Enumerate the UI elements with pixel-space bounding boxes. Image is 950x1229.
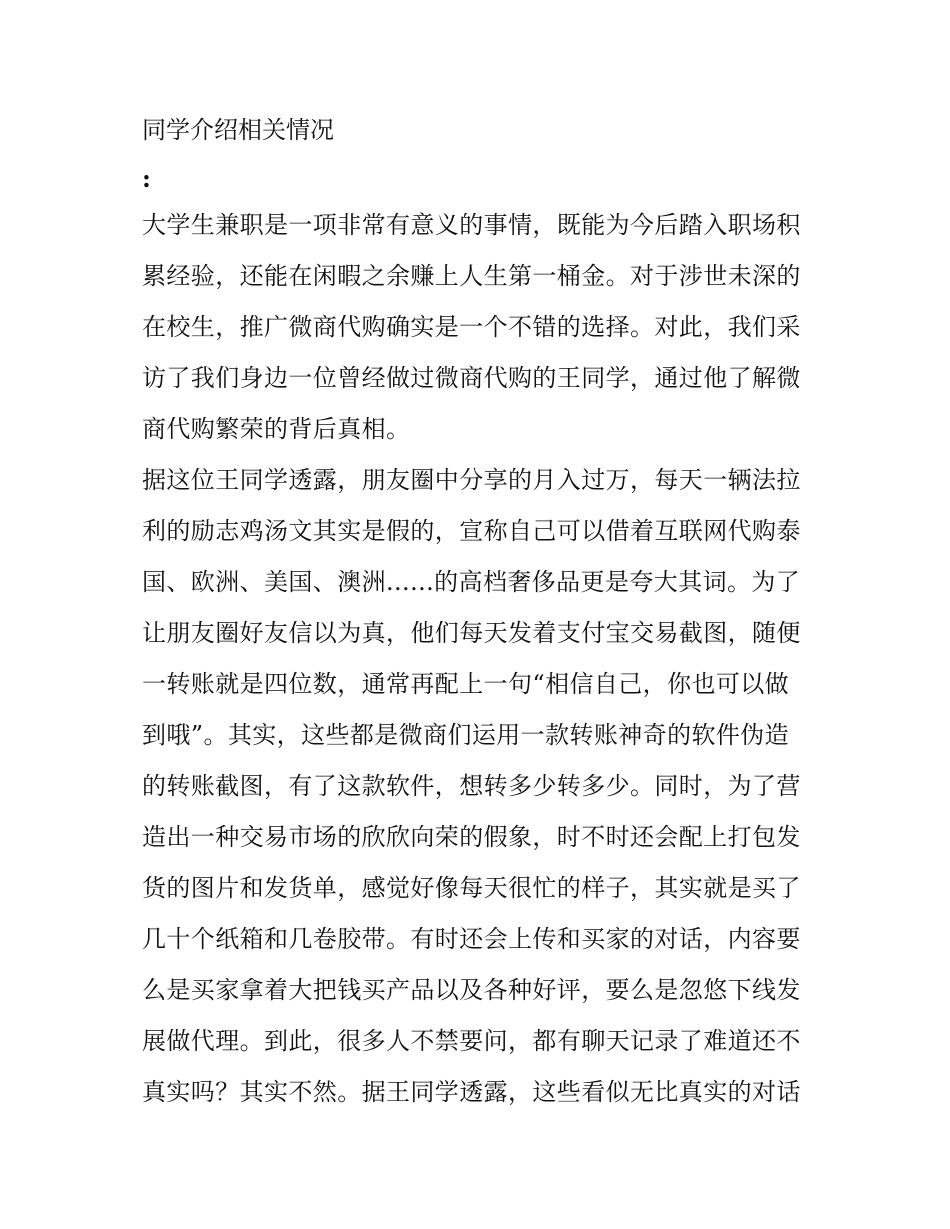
text-line: 大学生兼职是一项非常有意义的事情，既能为今后踏入职场积 [142, 211, 801, 239]
text-line: 真实吗？其实不然。据王同学透露，这些看似无比真实的对话 [142, 1078, 801, 1106]
title-colon: : [142, 164, 151, 193]
text-line: 据这位王同学透露，朋友圈中分享的月入过万，每天一辆法拉 [142, 466, 801, 494]
text-line: 在校生，推广微商代购确实是一个不错的选择。对此，我们采 [142, 313, 801, 341]
document-body [142, 112, 812, 1118]
text-line: 展做代理。到此，很多人不禁要问，都有聊天记录了难道还不 [142, 1027, 801, 1055]
text-line: 的转账截图，有了这款软件，想转多少转多少。同时，为了营 [142, 772, 801, 800]
text-line: 让朋友圈好友信以为真，他们每天发着支付宝交易截图，随便 [142, 619, 801, 647]
text-line: 造出一种交易市场的欣欣向荣的假象，时不时还会配上打包发 [142, 823, 801, 851]
document-title: 同学介绍相关情况 [142, 116, 334, 144]
text-line: 到哦”。其实，这些都是微商们运用一款转账神奇的软件伪造 [142, 721, 790, 749]
text-line: 商代购繁荣的背后真相。 [142, 415, 411, 443]
text-line: 累经验，还能在闲暇之余赚上人生第一桶金。对于涉世未深的 [142, 262, 801, 290]
text-line: 利的励志鸡汤文其实是假的，宣称自己可以借着互联网代购泰 [142, 517, 801, 545]
text-line: 几十个纸箱和几卷胶带。有时还会上传和买家的对话，内容要 [142, 925, 801, 953]
text-line: 货的图片和发货单，感觉好像每天很忙的样子，其实就是买了 [142, 874, 801, 902]
text-line: 访了我们身边一位曾经做过微商代购的王同学，通过他了解微 [142, 364, 801, 392]
text-line: 么是买家拿着大把钱买产品以及各种好评，要么是忽悠下线发 [142, 976, 801, 1004]
text-line: 一转账就是四位数，通常再配上一句“相信自己，你也可以做 [142, 670, 790, 698]
paragraph-details [142, 455, 812, 1118]
text-line: 国、欧洲、美国、澳洲......的高档奢侈品更是夸大其词。为了 [142, 568, 801, 596]
paragraph-intro [142, 200, 812, 455]
